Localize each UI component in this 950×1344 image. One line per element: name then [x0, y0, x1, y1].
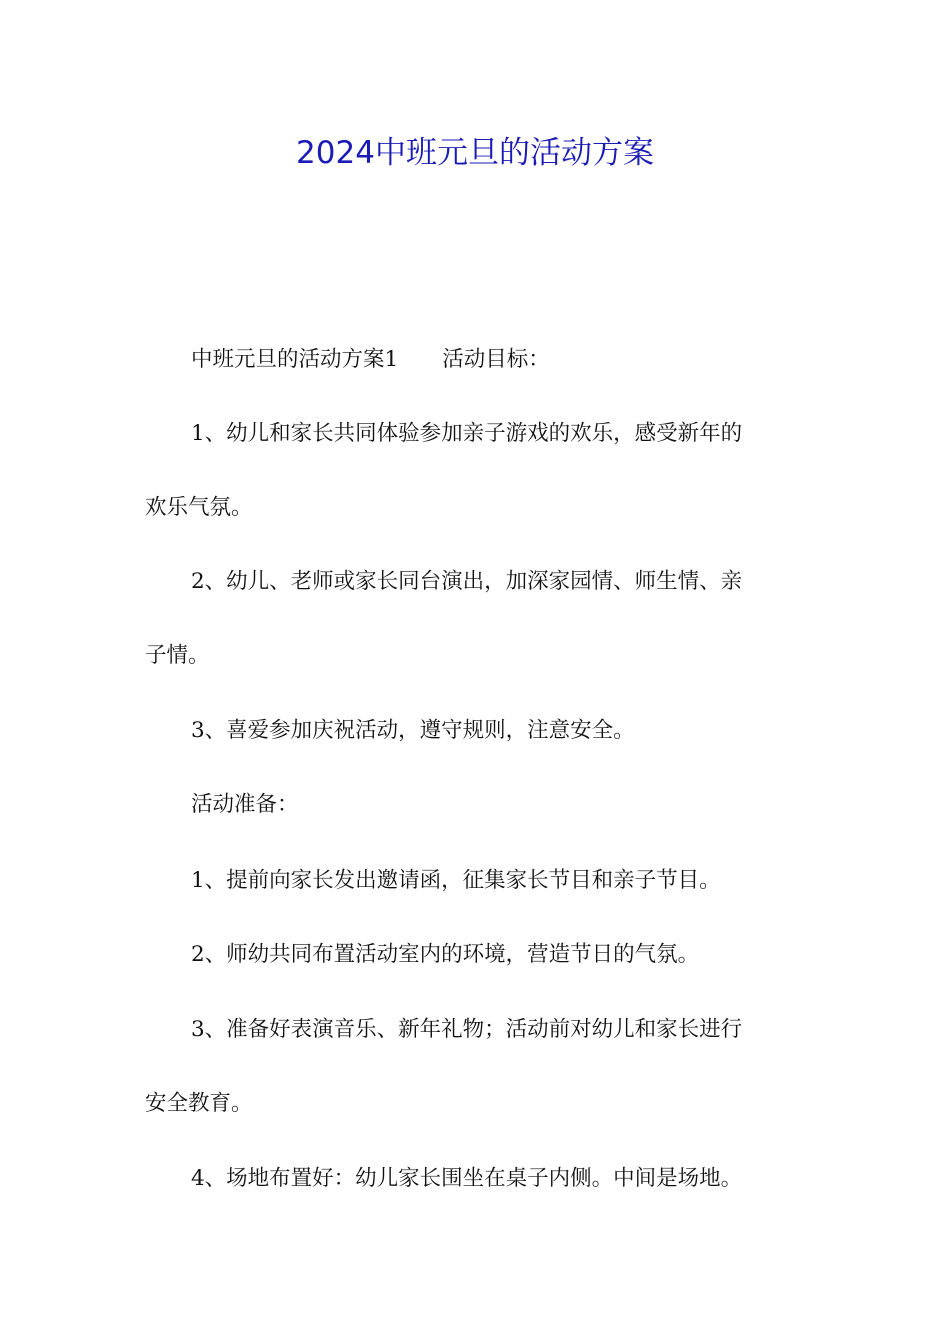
goal-item-1-line-1: 1、幼儿和家长共同体验参加亲子游戏的欢乐，感受新年的 — [191, 421, 743, 446]
prep-section-label: 活动准备： — [191, 792, 299, 817]
prep-section-heading — [145, 788, 810, 862]
goal-item-2-line-2: 子情。 — [145, 643, 210, 668]
plan-heading: 中班元旦的活动方案1 — [191, 347, 399, 372]
goal-item-2 — [145, 565, 810, 713]
intro-paragraph — [145, 343, 810, 417]
prep-item-3 — [145, 1013, 810, 1161]
prep-item-1-line-1: 1、提前向家长发出邀请函，征集家长节目和亲子节目。 — [191, 868, 721, 893]
prep-item-1 — [145, 864, 810, 938]
prep-item-2 — [145, 938, 810, 1012]
prep-item-3-line-2: 安全教育。 — [145, 1091, 253, 1116]
prep-item-4 — [145, 1162, 810, 1236]
prep-item-3-line-1: 3、准备好表演音乐、新年礼物；活动前对幼儿和家长进行 — [191, 1017, 743, 1042]
prep-item-4-line-1: 4、场地布置好：幼儿家长围坐在桌子内侧。中间是场地。 — [191, 1166, 743, 1191]
goal-item-1 — [145, 417, 810, 565]
document-title: 2024中班元旦的活动方案 — [296, 135, 654, 171]
goal-item-3-line-1: 3、喜爱参加庆祝活动，遵守规则，注意安全。 — [191, 718, 635, 743]
goal-item-3 — [145, 714, 810, 788]
prep-item-2-line-1: 2、师幼共同布置活动室内的环境，营造节日的气氛。 — [191, 942, 700, 967]
goal-item-2-line-1: 2、幼儿、老师或家长同台演出，加深家园情、师生情、亲 — [191, 569, 743, 594]
goals-section-label: 活动目标： — [442, 347, 550, 372]
goal-item-1-line-2: 欢乐气氛。 — [145, 495, 253, 520]
